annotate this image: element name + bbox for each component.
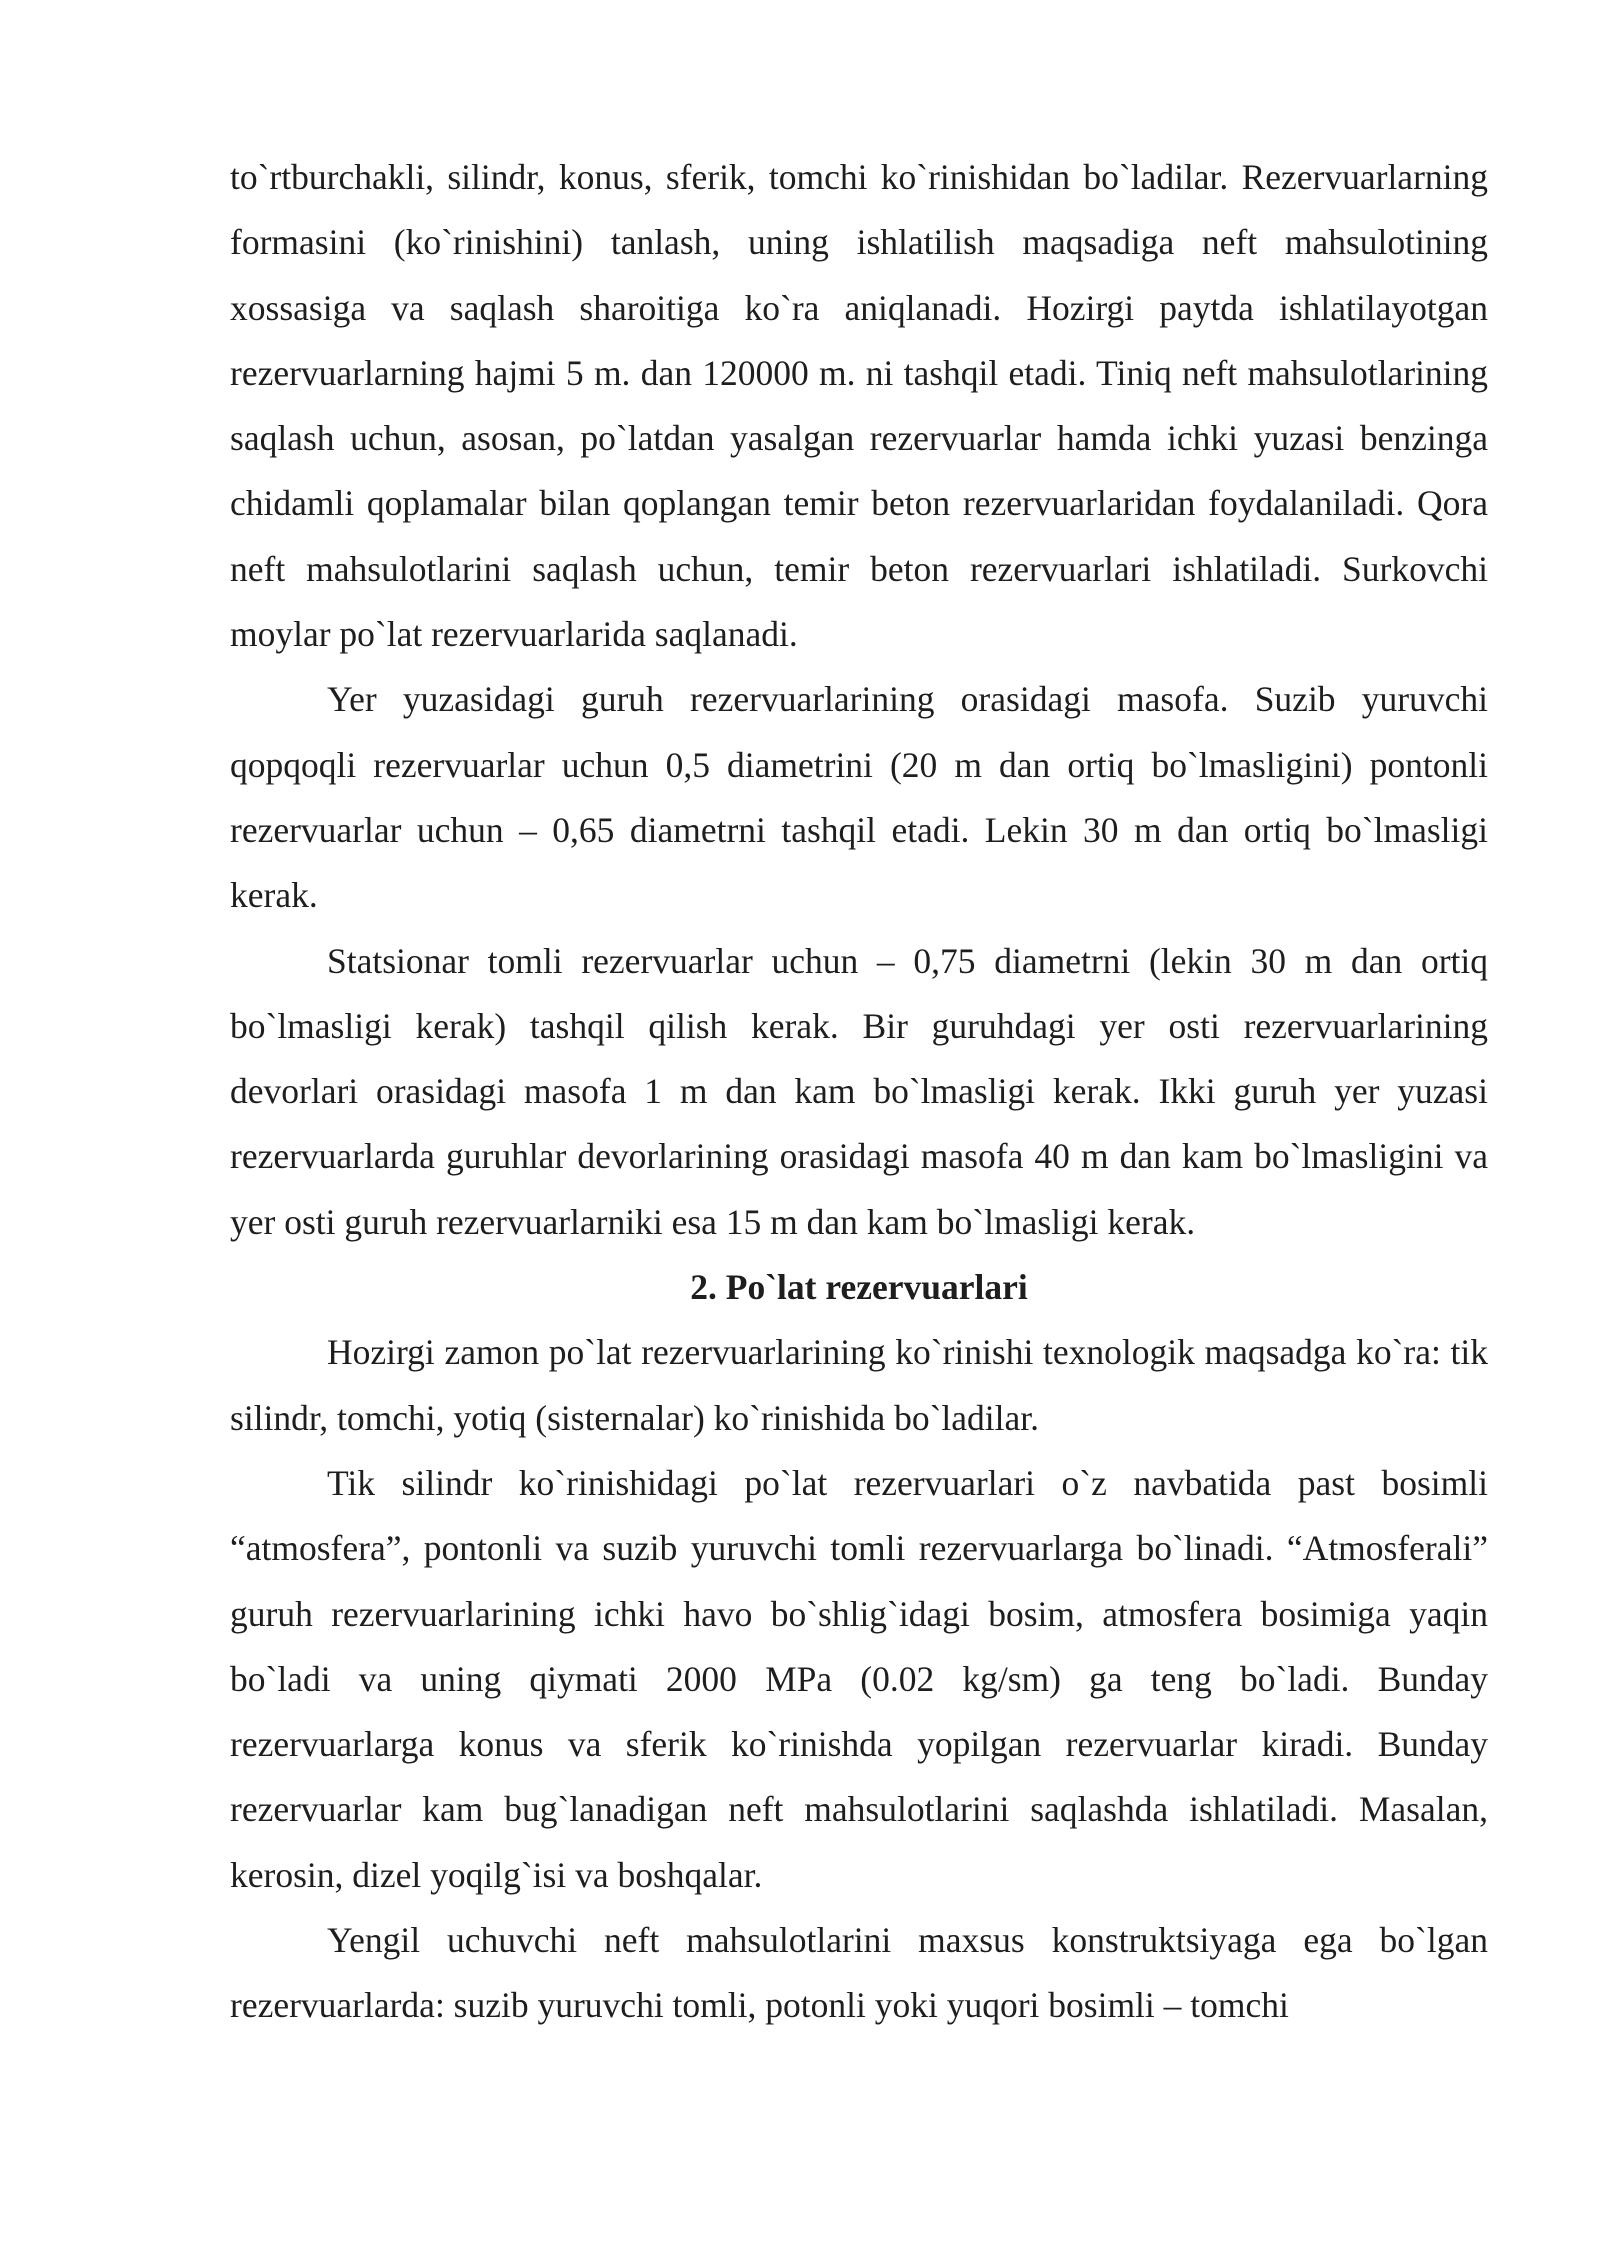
paragraph-light-products: Yengil uchuvchi neft mahsulotlarini maxsus konstruktsiyaga ega bo`lgan rezervuarlarda: suzib yuruvchi tomli, potonli yoki yuqori bosimli – tomchi <box>230 1920 1488 2026</box>
paragraph-group-distance: Yer yuzasidagi guruh rezervuarlarining orasidagi masofa. Suzib yuruvchi qopqoqli rezervuarlar uchun 0,5 diametrini (20 m dan ortiq bo`lmasligini) pontonli rezervuarlar uchun – 0,65 diametrni tashqil etadi. Lekin 30 m dan ortiq bo`lmasligi kerak. <box>230 679 1488 916</box>
paragraph-tank-shapes: to`rtburchakli, silindr, konus, sferik, tomchi ko`rinishidan bo`ladilar. Rezervuarlarning formasini (ko`rinishini) tanlash, uning ishlatilish maqsadiga neft mahsulotining xossasiga va saqlash sharoitiga ko`ra aniqlanadi. Hozirgi paytda ishlatilayotgan rezervuarlarning hajmi 5 m. dan 120000 m. ni tashqil etadi. Tiniq neft mahsulotlarining saqlash uchun, asosan, po`latdan yasalgan rezervuarlar hamda ichki yuzasi benzinga chidamli qoplamalar bilan qoplangan temir beton rezervuarlaridan foydalaniladi. Qora neft mahsulotlarini saqlash uchun, temir beton rezervuarlari ishlatiladi. Surkovchi moylar po`lat rezervuarlarida saqlanadi. <box>230 157 1488 655</box>
paragraph-stationary-roof: Statsionar tomli rezervuarlar uchun – 0,75 diametrni (lekin 30 m dan ortiq bo`lmasligi kerak) tashqil qilish kerak. Bir guruhdagi yer osti rezervuarlarining devorlari orasidagi masofa 1 m dan kam bo`lmasligi kerak. Ikki guruh yer yuzasi rezervuarlarda guruhlar devorlarining orasidagi masofa 40 m dan kam bo`lmasligini va yer osti guruh rezervuarlarniki esa 15 m dan kam bo`lmasligi kerak. <box>230 940 1488 1242</box>
paragraph-modern-steel-tanks: Hozirgi zamon po`lat rezervuarlarining ko`rinishi texnologik maqsadga ko`ra: tik silindr, tomchi, yotiq (sisternalar) ko`rinishida bo`ladilar. <box>230 1332 1488 1438</box>
section-heading: 2. Po`lat rezervuarlari <box>690 1267 1028 1308</box>
paragraph-vertical-cylinder: Tik silindr ko`rinishidagi po`lat rezervuarlari o`z navbatida past bosimli “atmosfera”, pontonli va suzib yuruvchi tomli rezervuarlarga bo`linadi. “Atmosferali” guruh rezervuarlarining ichki havo bo`shlig`idagi bosim, atmosfera bosimiga yaqin bo`ladi va uning qiymati 2000 MPa (0.02 kg/sm) ga teng bo`ladi. Bunday rezervuarlarga konus va sferik ko`rinishda yopilgan rezervuarlar kiradi. Bunday rezervuarlar kam bug`lanadigan neft mahsulotlarini saqlashda ishlatiladi. Masalan, kerosin, dizel yoqilg`isi va boshqalar. <box>230 1462 1488 1895</box>
document-body <box>230 145 1488 2039</box>
